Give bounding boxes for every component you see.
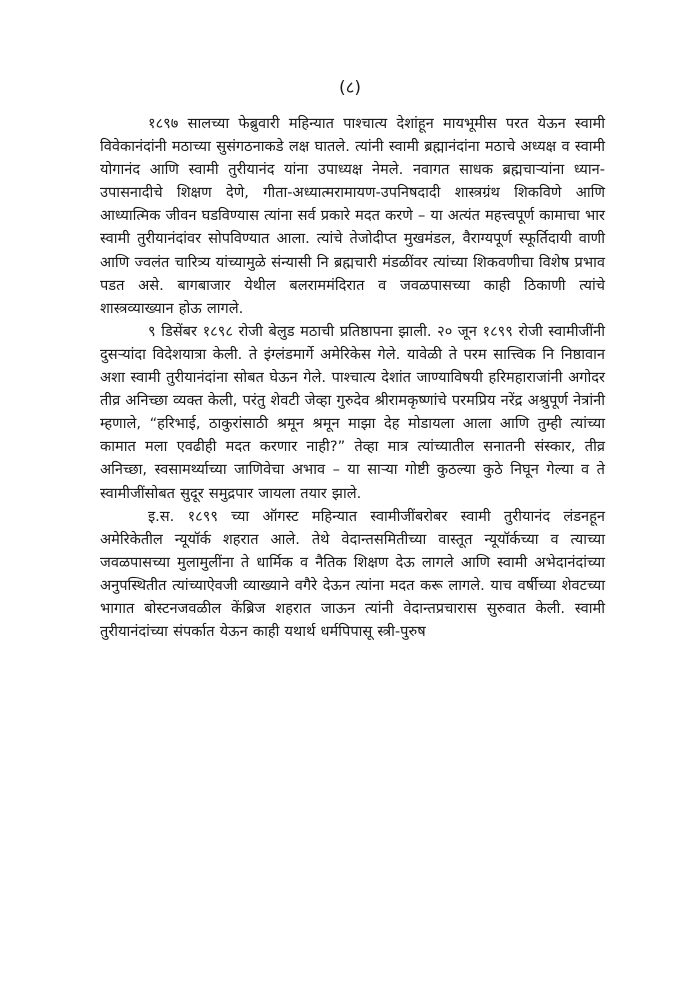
paragraph-2: ९ डिसेंबर १८९८ रोजी बेलुड मठाची प्रतिष्ठापना झाली. २० जून १८९९ रोजी स्वामीजींनी दुसऱ्यांदा विदेशयात्रा केली. ते इंग्लंडमार्गे अमेरिकेस गेले. यावेळी ते परम सात्त्विक नि निष्ठावान अशा स्वामी तुरीयानंदांना सोबत घेऊन गेले. पाश्चात्य देशांत जाण्याविषयी हरिमहाराजांनी अगोदर तीव्र अनिच्छा व्यक्त केली, परंतु शेवटी जेव्हा गुरुदेव श्रीरामकृष्णांचे परमप्रिय नरेंद्र अश्रुपूर्ण नेत्रांनी म्हणाले, “हरिभाई, ठाकुरांसाठी श्रमून श्रमून माझा देह मोडायला आला आणि तुम्ही त्यांच्या कामात मला एवढीही मदत करणार नाही?” तेव्हा मात्र त्यांच्यातील सनातनी संस्कार, तीव्र अनिच्छा, स्वसामर्थ्याच्या जाणिवेचा अभाव – या साऱ्या गोष्टी कुठल्या कुठे निघून गेल्या व ते स्वामीजींसोबत सुदूर समुद्रपार जायला तयार झाले. [100,322,605,502]
paragraph-1: १८९७ सालच्या फेब्रुवारी महिन्यात पाश्चात्य देशांहून मायभूमीस परत येऊन स्वामी विवेकानंदांनी मठाच्या सुसंगठनाकडे लक्ष घातले. त्यांनी स्वामी ब्रह्मानंदांना मठाचे अध्यक्ष व स्वामी योगानंद आणि स्वामी तुरीयानंद यांना उपाध्यक्ष नेमले. नवागत साधक ब्रह्मचाऱ्यांना ध्यान-उपासनादीचे शिक्षण देणे, गीता-अध्यात्मरामायण-उपनिषदादी शास्त्रग्रंथ शिकविणे आणि आध्यात्मिक जीवन घडविण्यास त्यांना सर्व प्रकारे मदत करणे – या अत्यंत महत्त्वपूर्ण कामाचा भार स्वामी तुरीयानंदांवर सोपविण्यात आला. त्यांचे तेजोदीप्त मुखमंडल, वैराग्यपूर्ण स्फूर्तिदायी वाणी आणि ज्वलंत चारित्र्य यांच्यामुळे संन्यासी नि ब्रह्मचारी मंडळींवर त्यांच्या शिकवणीचा विशेष प्रभाव पडत असे. बागबाजार येथील बलराममंदिरात व जवळपासच्या काही ठिकाणी त्यांचे शास्त्रव्याख्यान होऊ लागले. [100,115,605,317]
page-body-text [100,112,605,643]
page-number: (८) [338,78,362,98]
paragraph-3: इ.स. १८९९ च्या ऑगस्ट महिन्यात स्वामीजींबरोबर स्वामी तुरीयानंद लंडनहून अमेरिकेतील न्यूयॉर्क शहरात आले. तेथे वेदान्तसमितीच्या वास्तूत न्यूयॉर्कच्या व त्याच्या जवळपासच्या मुलामुलींना ते धार्मिक व नैतिक शिक्षण देऊ लागले आणि स्वामी अभेदानंदांच्या अनुपस्थितीत त्यांच्याऐवजी व्याख्याने वगैरे देऊन त्यांना मदत करू लागले. याच वर्षीच्या शेवटच्या भागात बोस्टनजवळील केंब्रिज शहरात जाऊन त्यांनी वेदान्तप्रचारास सुरुवात केली. स्वामी तुरीयानंदांच्या संपर्कात येऊन काही यथार्थ धर्मपिपासू स्त्री-पुरुष [100,507,605,641]
